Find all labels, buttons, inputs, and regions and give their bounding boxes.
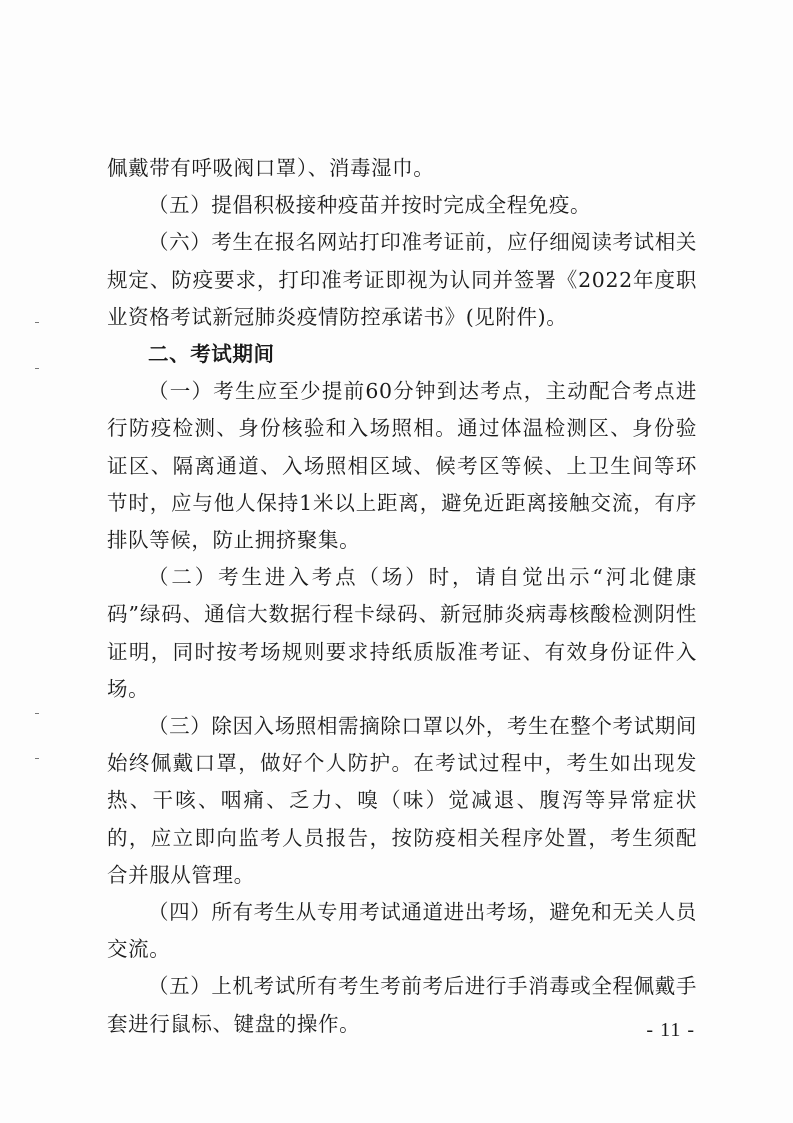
paragraph-continuation: 佩戴带有呼吸阀口罩）、消毒湿巾。 <box>107 156 435 180</box>
margin-mark <box>35 758 39 759</box>
paragraph-mask-wearing: （三）除因入场照相需摘除口罩以外，考生在整个考试期间始终佩戴口罩，做好个人防护。在考试过程中，考生如出现发热、干咳、咽痛、乏力、嗅（味）觉减退、腹泻等异常症状的，应立即向监考人员报告，按防疫相关程序处置，考生须配合并服从管理。 <box>107 714 697 887</box>
section-heading-exam-period: 二、考试期间 <box>148 342 275 367</box>
paragraph-arrival: （一）考生应至少提前60分钟到达考点，主动配合考点进行防疫检测、身份核验和入场照相。通过体温检测区、身份验证区、隔离通道、入场照相区域、候考区等候、上卫生间等环节时，应与他人保持1米以上距离，避免近距离接触交流，有序排队等候，防止拥挤聚集。 <box>107 379 697 553</box>
document-body <box>107 150 697 1043</box>
paragraph-admission-ticket: （六）考生在报名网站打印准考证前，应仔细阅读考试相关规定、防疫要求，打印准考证即视为认同并签署《2022年度职业资格考试新冠肺炎疫情防控承诺书》(见附件)。 <box>107 230 697 329</box>
paragraph-health-code: （二）考生进入考点（场）时，请自觉出示“河北健康码”绿码、通信大数据行程卡绿码、新冠肺炎病毒核酸检测阴性证明，同时按考场规则要求持纸质版准考证、有效身份证件入场。 <box>107 565 697 701</box>
paragraph-computer-exam: （五）上机考试所有考生考前考后进行手消毒或全程佩戴手套进行鼠标、键盘的操作。 <box>107 974 697 1036</box>
margin-mark <box>35 322 39 323</box>
margin-mark <box>35 368 39 369</box>
paragraph-vaccination: （五）提倡积极接种疫苗并按时完成全程免疫。 <box>148 193 592 218</box>
paragraph-exam-channel: （四）所有考生从专用考试通道进出考场，避免和无关人员交流。 <box>107 900 697 962</box>
page-number: - 11 - <box>646 1019 695 1041</box>
margin-mark <box>35 713 39 714</box>
